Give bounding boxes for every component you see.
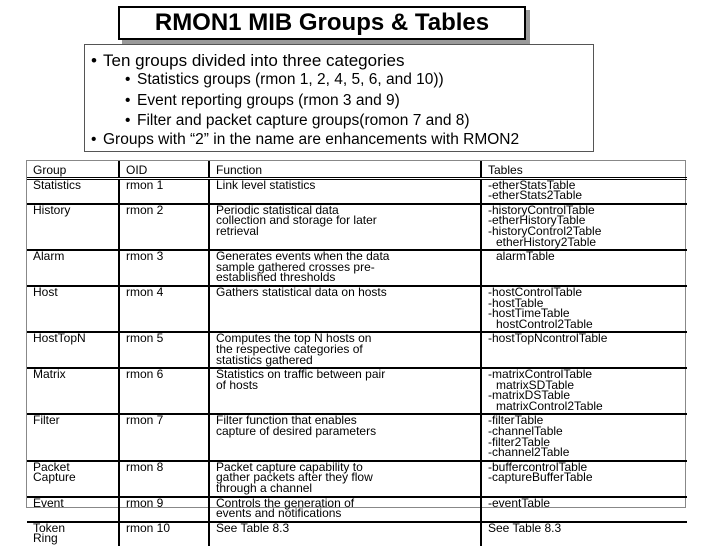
bullet-text: Statistics groups (rmon 1, 2, 4, 5, 6, and 10)) — [137, 71, 444, 88]
tables-line: -hostTable — [488, 295, 544, 310]
function-cell — [209, 286, 481, 332]
header-oid: OID — [119, 161, 209, 178]
bullet-item — [91, 131, 519, 149]
function-cell — [209, 204, 481, 250]
group-cell — [27, 522, 119, 546]
tables-line: -historyControlTable — [488, 202, 595, 217]
tables-line: -eventTable — [488, 495, 551, 510]
function-line: See Table 8.3 — [216, 520, 290, 535]
function-line: Periodic statistical data — [216, 202, 339, 217]
table-row — [27, 204, 687, 250]
group-cell — [27, 332, 119, 368]
group-cell — [27, 178, 119, 204]
function-cell — [209, 368, 481, 414]
tables-line: See Table 8.3 — [488, 520, 562, 535]
table-header-row — [27, 161, 687, 178]
group-line: Packet — [33, 459, 70, 474]
function-cell — [209, 250, 481, 286]
oid-cell: rmon 3 — [119, 250, 209, 286]
group-line: Matrix — [33, 367, 66, 382]
group-cell — [27, 461, 119, 497]
rmon-groups-table — [27, 161, 687, 546]
oid-cell: rmon 2 — [119, 204, 209, 250]
tables-line: -etherStatsTable — [488, 177, 576, 192]
tables-line: -buffercontrolTable — [488, 459, 588, 474]
function-line: Link level statistics — [216, 177, 316, 192]
bullet-marker: • — [91, 131, 97, 148]
function-line: retrieval — [216, 223, 259, 238]
group-cell — [27, 414, 119, 460]
function-line: collection and storage for later — [216, 213, 377, 228]
oid-cell: rmon 9 — [119, 497, 209, 522]
group-line: Filter — [33, 413, 60, 428]
function-line: Statistics on traffic between pair — [216, 367, 386, 382]
tables-cell — [481, 204, 687, 250]
tables-cell — [481, 250, 687, 286]
slide-title: RMON1 MIB Groups & Tables — [118, 6, 526, 40]
function-line: Packet capture capability to — [216, 459, 363, 474]
tables-cell — [481, 414, 687, 460]
function-line: Gathers statistical data on hosts — [216, 284, 387, 299]
tables-line: etherHistory2Table — [496, 234, 597, 249]
tables-cell — [481, 497, 687, 522]
tables-line: -captureBufferTable — [488, 470, 593, 485]
function-cell — [209, 178, 481, 204]
oid-cell: rmon 4 — [119, 286, 209, 332]
function-line: events and notifications — [216, 506, 342, 521]
group-line: Alarm — [33, 249, 65, 264]
table-row — [27, 461, 687, 497]
tables-cell — [481, 368, 687, 414]
tables-line: -historyControl2Table — [488, 223, 602, 238]
tables-line: matrixControl2Table — [496, 398, 603, 413]
tables-line: -hostControlTable — [488, 284, 583, 299]
group-line: Statistics — [33, 177, 82, 192]
function-line: of hosts — [216, 377, 259, 392]
table-row — [27, 286, 687, 332]
bullet-marker: • — [125, 112, 131, 129]
header-tables: Tables — [481, 161, 687, 178]
table-row — [27, 250, 687, 286]
bullet-marker: • — [125, 92, 131, 109]
tables-line: -hostTimeTable — [488, 306, 570, 321]
bullet-list — [84, 44, 594, 152]
function-line: sample gathered crosses pre- — [216, 259, 375, 274]
group-line: Event — [33, 495, 64, 510]
function-line: the respective categories of — [216, 341, 363, 356]
tables-line: -matrixControlTable — [488, 367, 593, 382]
tables-line: -channelTable — [488, 424, 563, 439]
bullet-text: Ten groups divided into three categories — [103, 51, 405, 70]
sub-bullet-item — [125, 112, 470, 130]
group-line: Host — [33, 284, 58, 299]
sub-bullet-item — [125, 92, 400, 110]
rmon-groups-table-frame — [26, 160, 686, 546]
sub-bullet-item — [125, 71, 444, 89]
tables-cell — [481, 522, 687, 546]
bullet-text: Filter and packet capture groups(romon 7 and 8) — [137, 112, 470, 129]
group-cell — [27, 204, 119, 250]
function-line: Computes the top N hosts on — [216, 331, 372, 346]
group-line: Token — [33, 520, 66, 535]
tables-line: -hostTopNcontrolTable — [488, 331, 608, 346]
table-row — [27, 522, 687, 546]
oid-cell: rmon 5 — [119, 332, 209, 368]
function-cell — [209, 522, 481, 546]
tables-line: -etherHistoryTable — [488, 213, 586, 228]
bullet-marker: • — [91, 51, 97, 70]
tables-line: -filterTable — [488, 413, 544, 428]
function-line: Controls the generation of — [216, 495, 355, 510]
tables-line: alarmTable — [496, 249, 555, 264]
group-line: HostTopN — [33, 331, 86, 346]
oid-cell: rmon 1 — [119, 178, 209, 204]
bullet-marker: • — [125, 71, 131, 88]
function-cell — [209, 332, 481, 368]
tables-cell — [481, 286, 687, 332]
group-cell — [27, 286, 119, 332]
bullet-item — [91, 51, 404, 71]
table-body — [27, 178, 687, 546]
function-line: established thresholds — [216, 270, 336, 285]
function-cell — [209, 414, 481, 460]
tables-line: -matrixDSTable — [488, 388, 571, 403]
table-row — [27, 414, 687, 460]
tables-line: -channel2Table — [488, 445, 570, 460]
group-cell — [27, 497, 119, 522]
function-cell — [209, 497, 481, 522]
tables-line: matrixSDTable — [496, 377, 575, 392]
tables-line: -etherStats2Table — [488, 188, 583, 203]
group-line: History — [33, 202, 71, 217]
table-row — [27, 178, 687, 204]
header-function: Function — [209, 161, 481, 178]
group-line: Capture — [33, 470, 76, 485]
bullet-text: Event reporting groups (rmon 3 and 9) — [137, 92, 400, 109]
group-cell — [27, 368, 119, 414]
tables-line: hostControl2Table — [496, 316, 593, 331]
function-line: capture of desired parameters — [216, 424, 377, 439]
table-row — [27, 332, 687, 368]
tables-cell — [481, 332, 687, 368]
tables-cell — [481, 461, 687, 497]
function-line: Filter function that enables — [216, 413, 357, 428]
oid-cell: rmon 10 — [119, 522, 209, 546]
bullet-text: Groups with “2” in the name are enhancements with RMON2 — [103, 131, 520, 148]
group-cell — [27, 250, 119, 286]
group-line: Ring — [33, 531, 58, 546]
function-line: gather packets after they flow — [216, 470, 373, 485]
function-line: statistics gathered — [216, 352, 313, 367]
table-row — [27, 497, 687, 522]
table-row — [27, 368, 687, 414]
tables-cell — [481, 178, 687, 204]
oid-cell: rmon 6 — [119, 368, 209, 414]
tables-line: -filter2Table — [488, 434, 551, 449]
function-line: Generates events when the data — [216, 249, 390, 264]
oid-cell: rmon 7 — [119, 414, 209, 460]
header-group: Group — [27, 161, 119, 178]
oid-cell: rmon 8 — [119, 461, 209, 497]
function-line: through a channel — [216, 481, 313, 496]
function-cell — [209, 461, 481, 497]
